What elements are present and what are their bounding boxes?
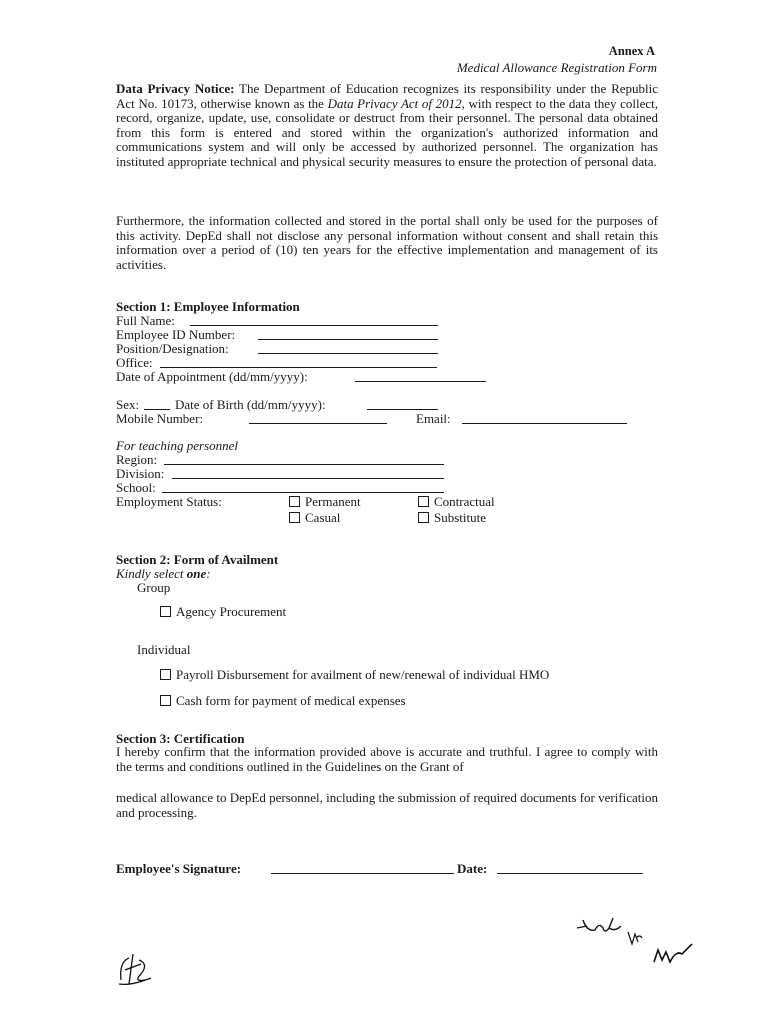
date-field[interactable] xyxy=(497,873,643,874)
certification-text-1: I hereby confirm that the information provided above is accurate and truthful. I agree to comply with the terms and conditions outlined in the Guidelines on the Grant of xyxy=(116,744,658,774)
instruction-text-b: one xyxy=(186,566,207,581)
form-title: Medical Allowance Registration Form xyxy=(456,60,657,75)
position-label: Position/Designation: xyxy=(116,341,229,356)
school-field[interactable] xyxy=(162,492,444,493)
sex-label: Sex: xyxy=(116,397,140,412)
casual-label: Casual xyxy=(305,510,341,525)
handwritten-initials-4 xyxy=(115,950,155,988)
employee-id-field[interactable] xyxy=(258,339,438,340)
employment-status-label: Employment Status: xyxy=(116,494,222,509)
status-permanent-option[interactable] xyxy=(289,494,361,510)
date-birth-field[interactable] xyxy=(367,409,438,410)
group-label: Group xyxy=(137,580,171,595)
date-appointment-field[interactable] xyxy=(355,381,486,382)
region-field[interactable] xyxy=(164,464,444,465)
section-1-heading: Section 1: Employee Information xyxy=(116,299,300,314)
payroll-disbursement-checkbox[interactable] xyxy=(160,669,171,680)
status-contractual-option[interactable] xyxy=(418,494,495,510)
substitute-label: Substitute xyxy=(434,510,487,525)
section-3-heading: Section 3: Certification xyxy=(116,731,245,746)
privacy-act-name: Data Privacy Act of 2012, xyxy=(327,95,465,111)
handwritten-initials-3 xyxy=(652,940,694,966)
signature-label: Employee's Signature: xyxy=(116,861,242,876)
permanent-label: Permanent xyxy=(305,494,361,509)
substitute-checkbox[interactable] xyxy=(418,512,429,523)
instruction-text-c: : xyxy=(206,566,211,581)
signature-field[interactable] xyxy=(271,873,454,874)
sex-field[interactable] xyxy=(144,409,170,410)
office-field[interactable] xyxy=(160,367,437,368)
mobile-label: Mobile Number: xyxy=(116,411,204,426)
division-field[interactable] xyxy=(172,478,444,479)
cash-form-label: Cash form for payment of medical expenses xyxy=(176,693,406,708)
contractual-label: Contractual xyxy=(434,494,495,509)
certification-text-2: medical allowance to DepEd personnel, including the submission of required documents for verification and processing. xyxy=(116,790,658,820)
handwritten-initials-1 xyxy=(575,910,627,940)
email-field[interactable] xyxy=(462,423,627,424)
cash-form-option[interactable] xyxy=(160,693,406,709)
privacy-text-b: with respect to the data they collect, record, organize, update, use, consolidate or destruct from their personnel. The personal data obtained from this form is entered and stored within the organization's authorized information and communications system and will only be accessed by authorized personnel. The organization has instituted appropriate technical and physical security measures to ensure the protection of personal data. xyxy=(116,95,658,169)
mobile-field[interactable] xyxy=(249,423,387,424)
status-substitute-option[interactable] xyxy=(418,510,486,526)
full-name-label: Full Name: xyxy=(116,313,175,328)
status-casual-option[interactable] xyxy=(289,510,340,526)
contractual-checkbox[interactable] xyxy=(418,496,429,507)
casual-checkbox[interactable] xyxy=(289,512,300,523)
region-label: Region: xyxy=(116,452,158,467)
email-label: Email: xyxy=(416,411,451,426)
privacy-paragraph-2: Furthermore, the information collected and stored in the portal shall only be used for the purposes of this activity. DepEd shall not disclose any personal information without consent and shall retain this information over a period of (10) ten years for the effective implementation and management of its activities. xyxy=(116,213,658,272)
annex-label: Annex A xyxy=(608,44,655,58)
date-appointment-label: Date of Appointment (dd/mm/yyyy): xyxy=(116,369,308,384)
agency-procurement-label: Agency Procurement xyxy=(176,604,287,619)
privacy-text-a: The Department of Education recognizes its responsibility under the Republic Act No. 10173, otherwise known as the xyxy=(116,81,658,111)
agency-procurement-option[interactable] xyxy=(160,604,286,620)
instruction-text-a: Kindly select xyxy=(116,566,187,581)
office-label: Office: xyxy=(116,355,153,370)
permanent-checkbox[interactable] xyxy=(289,496,300,507)
agency-procurement-checkbox[interactable] xyxy=(160,606,171,617)
date-birth-label: Date of Birth (dd/mm/yyyy): xyxy=(175,397,326,412)
payroll-disbursement-option[interactable] xyxy=(160,667,549,683)
teaching-note: For teaching personnel xyxy=(116,438,239,453)
payroll-disbursement-label: Payroll Disbursement for availment of new/renewal of individual HMO xyxy=(176,667,550,682)
school-label: School: xyxy=(116,480,156,495)
privacy-paragraph-1 xyxy=(116,82,658,170)
privacy-label: Data Privacy Notice: xyxy=(116,81,235,96)
full-name-field[interactable] xyxy=(190,325,438,326)
division-label: Division: xyxy=(116,466,165,481)
section-2-heading: Section 2: Form of Availment xyxy=(116,552,279,567)
employee-id-label: Employee ID Number: xyxy=(116,327,236,342)
cash-form-checkbox[interactable] xyxy=(160,695,171,706)
handwritten-initials-2 xyxy=(626,928,644,948)
individual-label: Individual xyxy=(137,642,191,657)
position-field[interactable] xyxy=(258,353,438,354)
date-label: Date: xyxy=(457,861,488,876)
